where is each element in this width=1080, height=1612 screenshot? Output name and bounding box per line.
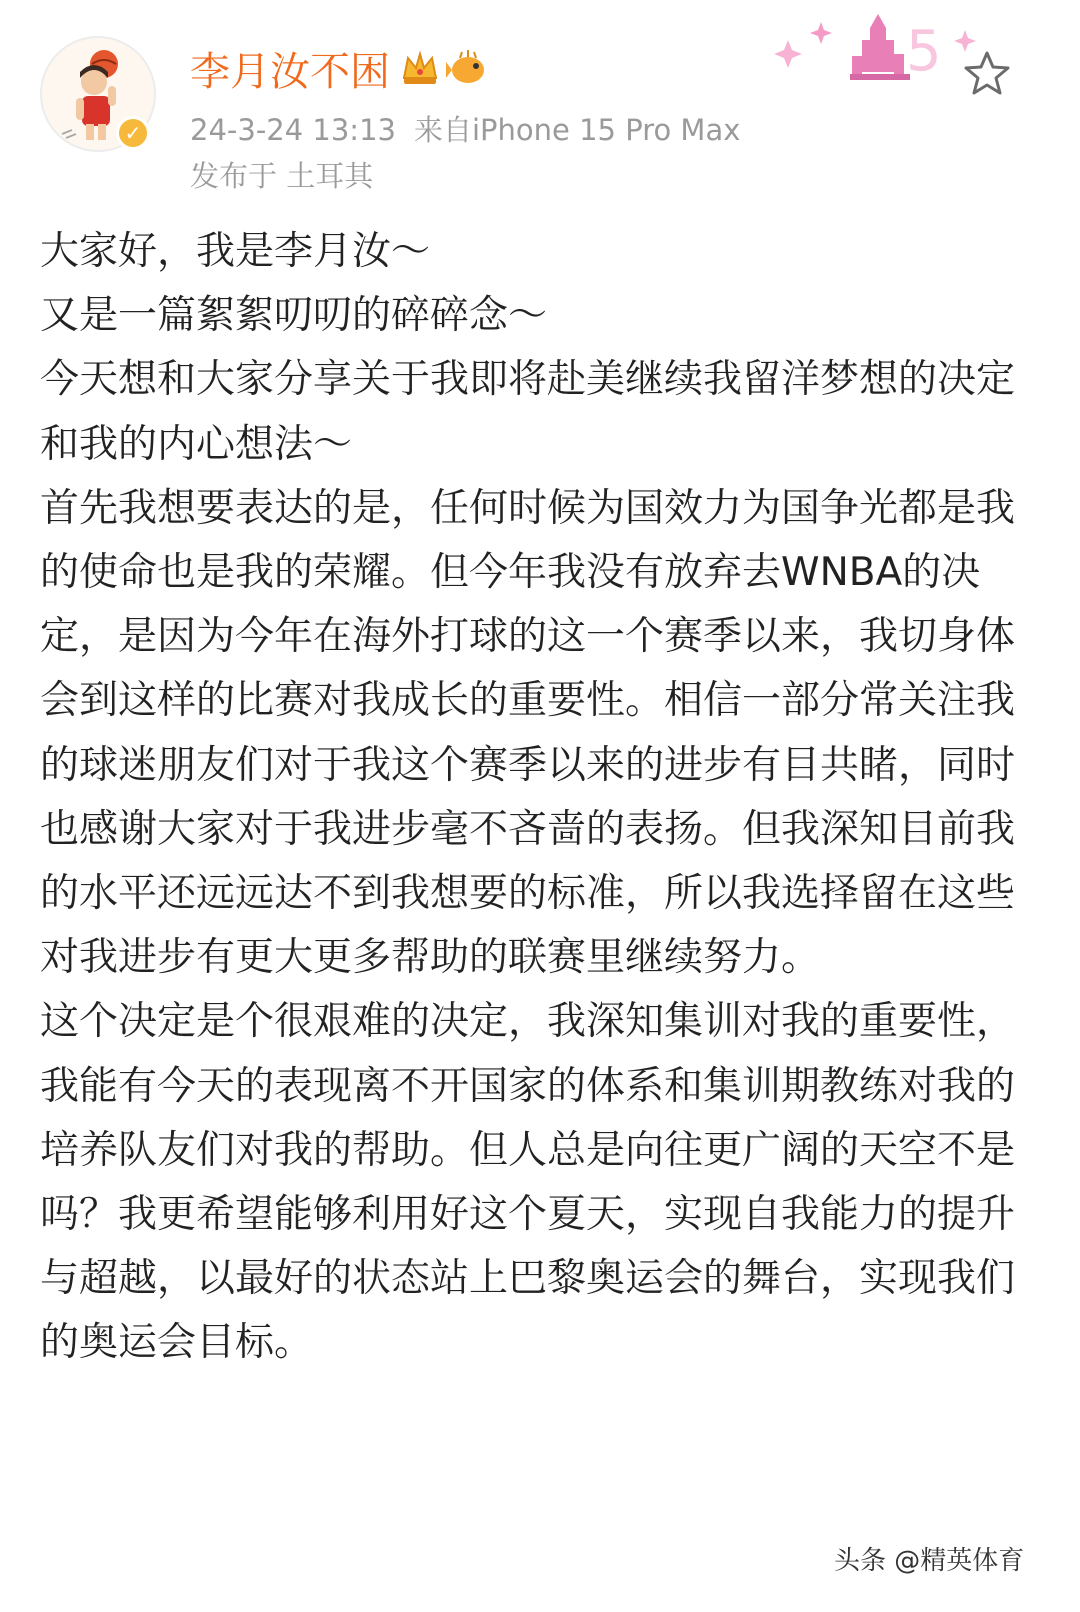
post-header bbox=[0, 0, 1080, 210]
post-paragraph: 今天想和大家分享关于我即将赴美继续我留洋梦想的决定和我的内心想法～ bbox=[40, 357, 1016, 467]
pufferfish-icon bbox=[446, 48, 490, 88]
castle-decoration bbox=[766, 0, 986, 92]
post-paragraph: 又是一篇絮絮叨叨的碎碎念～ bbox=[40, 293, 548, 339]
favorite-star-icon[interactable] bbox=[962, 48, 1012, 98]
crown-icon bbox=[400, 48, 440, 88]
deco-text: 5 bbox=[906, 19, 942, 84]
watermark: 头条 @精英体育 bbox=[834, 1546, 1025, 1576]
post-date: 24-3-24 13:13 bbox=[190, 113, 396, 147]
post-paragraph: 这个决定是个很艰难的决定，我深知集训对我的重要性，我能有今天的表现离不开国家的体系和集训期教练对我的培养队友们对我的帮助。但人总是向往更广阔的天空不是吗？我更希望能够利用好这个夏天，实现自我能力的提升与超越，以最好的状态站上巴黎奥运会的舞台，实现我们的奥运会目标。 bbox=[40, 999, 1016, 1366]
post-body bbox=[40, 220, 1020, 1376]
post-paragraph: 大家好，我是李月汝～ bbox=[40, 229, 431, 274]
post-source: 来自iPhone 15 Pro Max bbox=[413, 113, 741, 147]
post-meta bbox=[190, 108, 740, 149]
author-badges bbox=[400, 48, 490, 88]
post-paragraph: 首先我想要表达的是，任何时候为国效力为国争光都是我的使命也是我的荣耀。但今年我没有放弃去WNBA的决定，是因为今年在海外打球的这一个赛季以来，我切身体会到这样的比赛对我成长的重要性。相信一部分常关注我的球迷朋友们对于我这个赛季以来的进步有目共睹，同时也感谢大家对于我进步毫不吝啬的表扬。但我深知目前我的水平还远远达不到我想要的标准，所以我选择留在这些对我进步有更大更多帮助的联赛里继续努力。 bbox=[40, 485, 1016, 981]
author-name[interactable]: 李月汝不困 bbox=[190, 49, 390, 95]
post-location: 发布于 土耳其 bbox=[190, 159, 374, 193]
verified-badge-icon: ✓ bbox=[116, 116, 150, 150]
